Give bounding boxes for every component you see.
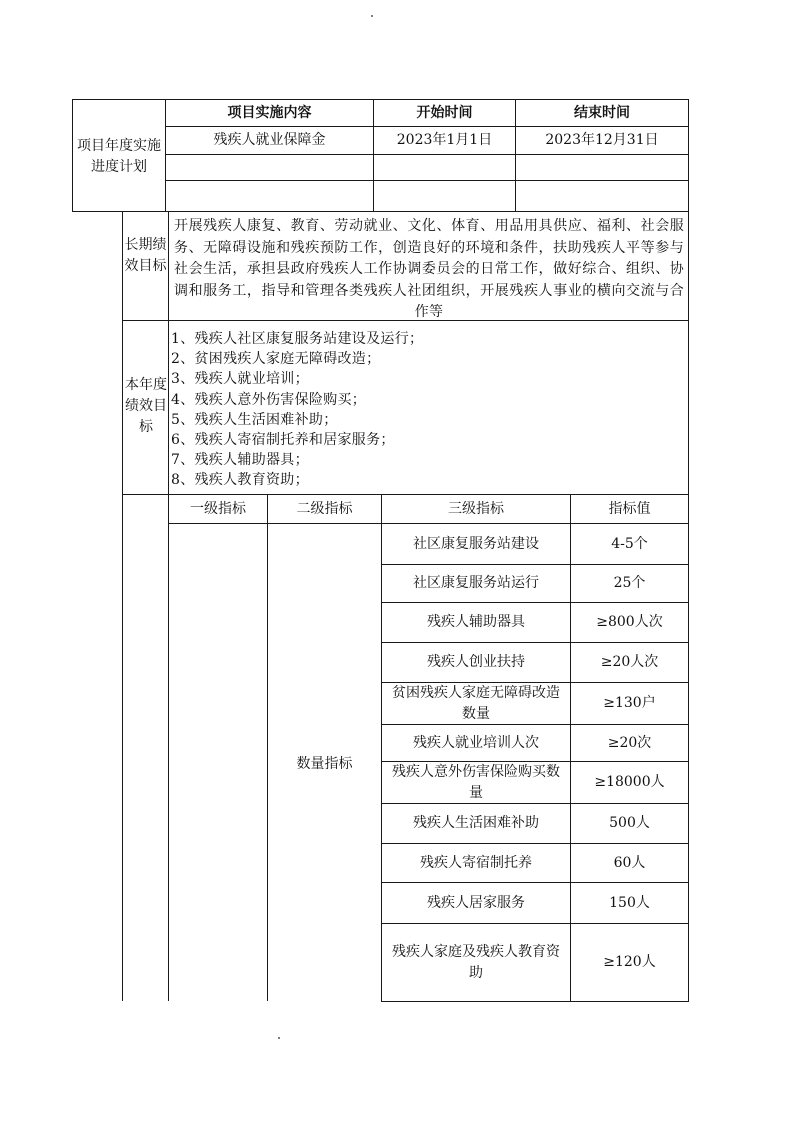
schedule-row-label: 项目年度实施进度计划: [77, 138, 161, 175]
rule-right-outer-top: [688, 99, 689, 495]
indicator-value: 500人: [609, 815, 650, 831]
annual-goal-item: 3、残疾人就业培训；: [171, 371, 309, 388]
schedule-start-3: [374, 181, 515, 211]
schedule-end-2: [516, 155, 688, 180]
indicator-value: ≥130户: [603, 695, 656, 711]
scan-speck: [278, 1037, 280, 1039]
annual-goal-item: 6、残疾人寄宿制托养和居家服务；: [171, 432, 395, 449]
indicator-name: 残疾人辅助器具: [427, 614, 525, 630]
annual-goal-item: 4、残疾人意外伤害保险购买；: [171, 391, 367, 408]
schedule-content-1: 残疾人就业保障金: [213, 132, 326, 148]
level2-quantity: 数量指标: [296, 755, 353, 772]
header-end: 结束时间: [574, 104, 630, 121]
indicator-name: 残疾人家庭及残疾人教育资助: [392, 943, 560, 981]
indicator-name: 残疾人意外伤害保险购买数量: [392, 763, 560, 801]
header-level1: 一级指标: [190, 500, 246, 517]
indicator-value: ≥20人次: [600, 654, 659, 670]
indicator-name: 社区康复服务站运行: [413, 575, 539, 591]
indicator-value: ≥800人次: [596, 614, 663, 630]
rule-section-left: [122, 211, 123, 1001]
indicator-value: ≥20次: [607, 734, 652, 751]
indicator-name: 残疾人生活困难补助: [413, 815, 539, 831]
rule-ind-bottom: [381, 1001, 689, 1002]
header-level2: 二级指标: [296, 500, 353, 517]
schedule-content-3: [166, 181, 373, 211]
schedule-start-2: [374, 155, 515, 180]
indicator-name: 残疾人创业扶持: [427, 654, 525, 670]
indicator-value: ≥18000人: [594, 774, 665, 790]
rule-right-outer-bottom: [688, 494, 689, 1001]
schedule-end-1: 2023年12月31日: [545, 132, 659, 148]
level1-cell: [169, 524, 267, 1001]
rule-schedule-bottom: [72, 211, 689, 212]
indicator-name: 残疾人就业培训人次: [413, 734, 539, 751]
indicator-value: 25个: [613, 575, 646, 591]
indicator-name: 社区康复服务站建设: [413, 535, 539, 552]
header-content: 项目实施内容: [227, 104, 312, 121]
header-level3: 三级指标: [448, 500, 504, 517]
annual-goal-item: 2、贫困残疾人家庭无障碍改造；: [171, 351, 381, 368]
schedule-start-1: 2023年1月1日: [396, 132, 493, 148]
long-term-text: 开展残疾人康复、教育、劳动就业、文化、体育、用品用具供应、福利、社会服务、无障碍设施和残疾预防工作，创造良好的环境和条件，扶助残疾人平等参与社会生活，承担县政府残疾人工作协调委员会的日常工作，做好综合、组织、协调和服务工，指导和管理各类残疾人社团组织，开展残疾人事业的横向交流与合作等: [174, 218, 684, 320]
indicator-value: 150人: [609, 894, 650, 911]
annual-label: 本年度绩效目标: [125, 377, 167, 435]
schedule-end-3: [516, 181, 688, 211]
indicator-value: 4-5个: [611, 535, 648, 552]
indicator-name: 残疾人居家服务: [427, 894, 525, 911]
indicator-name: 贫困残疾人家庭无障碍改造数量: [392, 684, 560, 722]
annual-goal-item: 7、残疾人辅助器具；: [171, 452, 309, 469]
long-term-label: 长期绩效目标: [124, 237, 167, 274]
schedule-content-2: [166, 155, 373, 180]
annual-goal-item: 8、残疾人教育资助；: [171, 472, 309, 489]
indicator-value: ≥120人: [603, 954, 656, 970]
annual-goal-item: 1、残疾人社区康复服务站建设及运行；: [171, 331, 424, 347]
header-start: 开始时间: [416, 104, 473, 121]
header-value: 指标值: [608, 500, 651, 517]
indicator-value: 60人: [613, 854, 646, 871]
annual-goal-list: [171, 329, 683, 491]
indicator-name: 残疾人寄宿制托养: [420, 854, 532, 871]
annual-goal-item: 5、残疾人生活困难补助；: [171, 411, 338, 428]
scan-speck: [371, 15, 373, 17]
